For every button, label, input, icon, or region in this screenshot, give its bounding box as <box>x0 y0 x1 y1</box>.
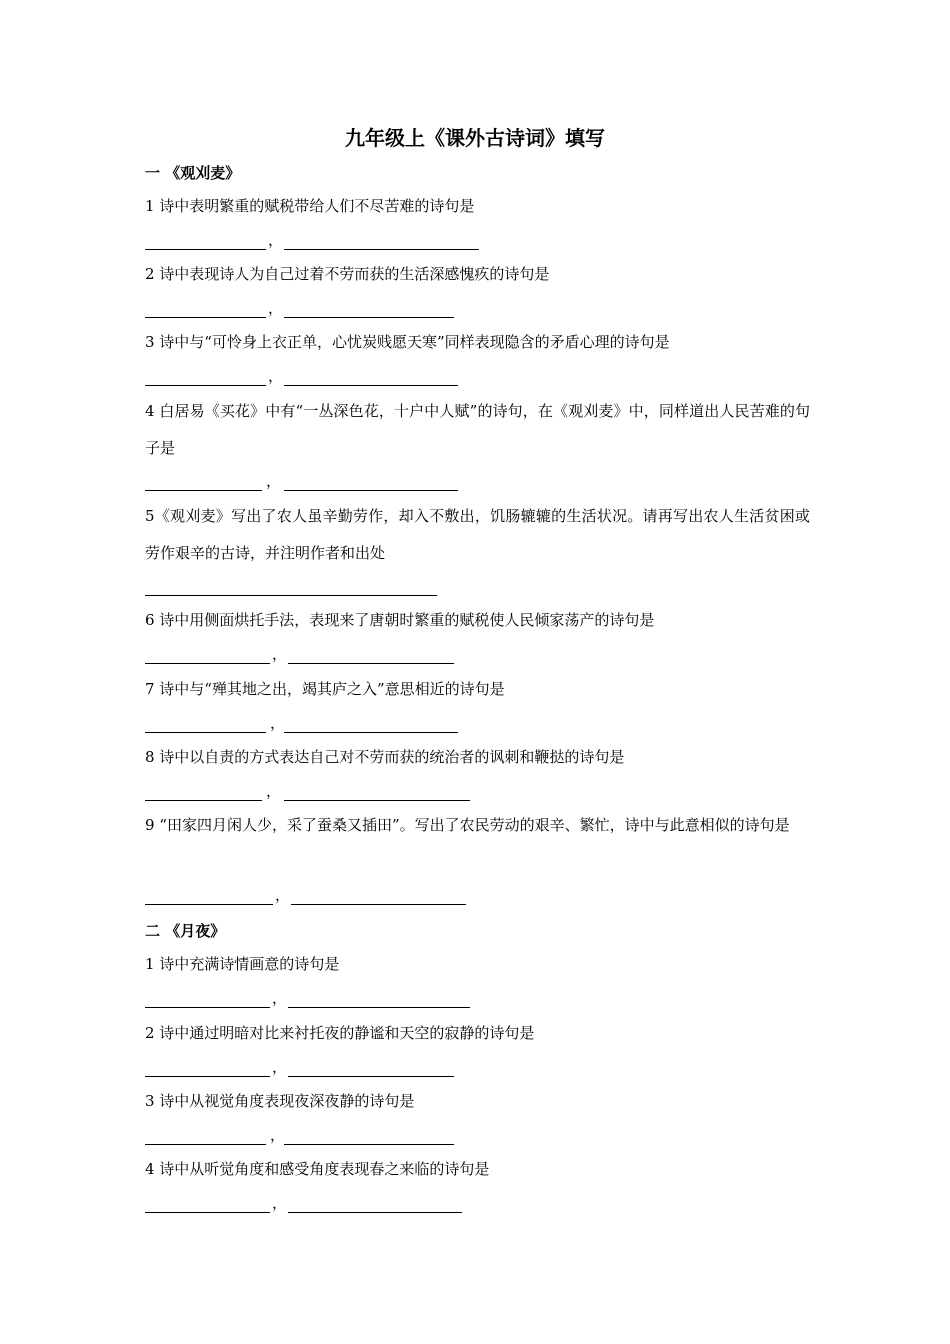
answer-blank[interactable] <box>288 1057 454 1077</box>
question-text: 2 诗中通过明暗对比来衬托夜的静谧和天空的寂静的诗句是 <box>145 1024 535 1042</box>
answer-blank[interactable] <box>288 644 454 664</box>
answer-blank[interactable] <box>284 471 458 491</box>
question-text: 3 诗中与“可怜身上衣正单，心忧炭贱愿天寒”同样表现隐含的矛盾心理的诗句是 <box>145 333 670 351</box>
answer-blank[interactable] <box>284 298 454 318</box>
question-text: 4 诗中从听觉角度和感受角度表现春之来临的诗句是 <box>145 1160 490 1178</box>
answer-blank[interactable] <box>145 1057 270 1077</box>
answer-blank[interactable] <box>284 713 458 733</box>
answer-blank[interactable] <box>145 885 273 905</box>
comma: ， <box>266 782 282 800</box>
comma: ， <box>268 231 284 249</box>
comma: ， <box>270 714 286 732</box>
section-heading: 二 《月夜》 <box>145 922 226 940</box>
answer-blank[interactable] <box>145 298 266 318</box>
answer-blank[interactable] <box>145 988 270 1008</box>
question-text: 9 “田家四月闲人少，采了蚕桑又插田”。写出了农民劳动的艰辛、繁忙，诗中与此意相似的诗句是 <box>145 816 790 834</box>
comma: ， <box>268 367 284 385</box>
answer-blank[interactable] <box>145 230 266 250</box>
section-heading: 一 《观刈麦》 <box>145 164 241 182</box>
answer-blank[interactable] <box>284 366 458 386</box>
question-text: 4 白居易《买花》中有“一丛深色花，十户中人赋”的诗句，在《观刈麦》中，同样道出人民苦难的句子是 <box>145 402 810 457</box>
question-text: 2 诗中表现诗人为自己过着不劳而获的生活深感愧疚的诗句是 <box>145 265 550 283</box>
answer-blank[interactable] <box>145 781 262 801</box>
comma: ， <box>272 1194 288 1212</box>
question-text: 7 诗中与“殚其地之出，竭其庐之入”意思相近的诗句是 <box>145 680 505 698</box>
answer-blank[interactable] <box>145 713 266 733</box>
comma: ， <box>266 472 282 490</box>
comma: ， <box>272 989 288 1007</box>
answer-blank[interactable] <box>145 366 266 386</box>
answer-blank[interactable] <box>291 885 466 905</box>
answer-blank[interactable] <box>288 1193 462 1213</box>
question-text: 8 诗中以自责的方式表达自己对不劳而获的统治者的讽刺和鞭挞的诗句是 <box>145 748 625 766</box>
comma: ， <box>270 1126 286 1144</box>
question-text: 6 诗中用侧面烘托手法，表现来了唐朝时繁重的赋税使人民倾家荡产的诗句是 <box>145 611 655 629</box>
answer-blank[interactable] <box>145 1125 266 1145</box>
answer-blank[interactable] <box>284 781 470 801</box>
answer-blank[interactable] <box>288 988 470 1008</box>
question-text: 1 诗中充满诗情画意的诗句是 <box>145 955 340 973</box>
answer-blank[interactable] <box>284 1125 454 1145</box>
answer-blank[interactable] <box>145 471 262 491</box>
answer-blank[interactable] <box>145 644 270 664</box>
comma: ， <box>275 886 291 904</box>
question-text: 3 诗中从视觉角度表现夜深夜静的诗句是 <box>145 1092 415 1110</box>
comma: ， <box>272 645 288 663</box>
page-title: 九年级上《课外古诗词》填写 <box>345 126 605 150</box>
comma: ， <box>268 299 284 317</box>
question-text: 1 诗中表明繁重的赋税带给人们不尽苦难的诗句是 <box>145 197 475 215</box>
comma: ， <box>272 1058 288 1076</box>
question-text: 5《观刈麦》写出了农人虽辛勤劳作，却入不敷出，饥肠辘辘的生活状况。请再写出农人生活贫困或劳作艰辛的古诗，并注明作者和出处 <box>145 507 810 562</box>
answer-blank[interactable] <box>284 230 479 250</box>
answer-blank[interactable] <box>145 1193 270 1213</box>
answer-blank[interactable] <box>145 576 437 596</box>
